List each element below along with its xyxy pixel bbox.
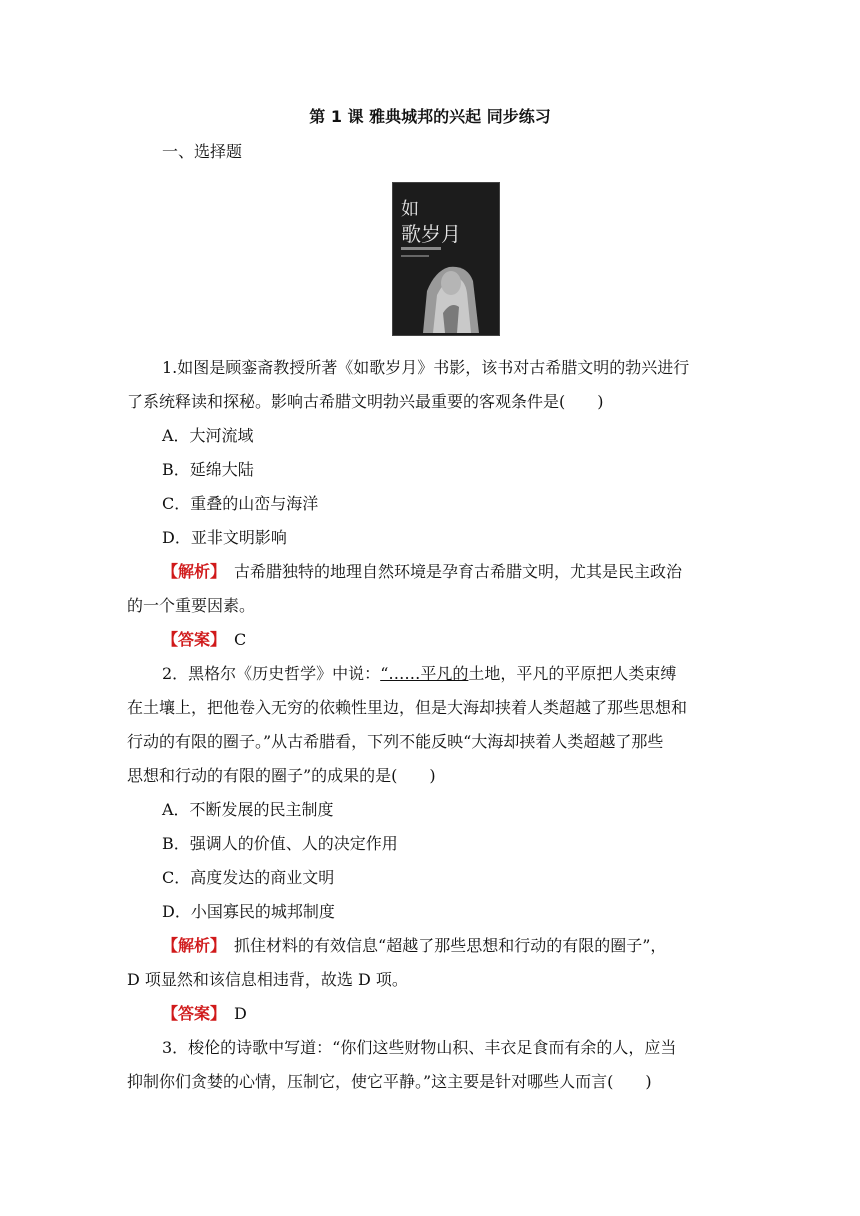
q2-stem-line3: 行动的有限的圈子。”从古希腊看，下列不能反映“大海却挟着人类超越了那些 (127, 732, 664, 751)
q2-stem-line1-pre: 2．黑格尔《历史哲学》中说： (162, 664, 381, 683)
q2-stem-line1-post: 土地，平凡的平原把人类束缚 (468, 664, 677, 683)
q1-answer-value: C (218, 630, 247, 649)
q2-answer-value: D (218, 1004, 247, 1023)
q2-answer (162, 1003, 247, 1025)
q1-answer (162, 629, 246, 651)
page-title: 第 1 课 雅典城邦的兴起 同步练习 (309, 107, 551, 126)
q3-stem-line1: 3．梭伦的诗歌中写道：“你们这些财物山积、丰衣足食而有余的人，应当 (162, 1038, 677, 1057)
q2-option-b: B．强调人的价值、人的决定作用 (162, 834, 398, 853)
q2-analysis-text: 抓住材料的有效信息“超越了那些思想和行动的有限的圈子”， (218, 936, 667, 955)
q1-analysis-text: 古希腊独特的地理自然环境是孕育古希腊文明，尤其是民主政治 (218, 562, 683, 581)
q2-stem-line1 (162, 663, 676, 685)
q2-stem-underlined: “……平凡的 (380, 664, 469, 683)
q1-option-b: B．延绵大陆 (162, 460, 254, 479)
q1-stem-line2: 了系统释读和探秘。影响古希腊文明勃兴最重要的客观条件是( ) (127, 392, 604, 411)
book-title-line1: 如 (401, 199, 419, 220)
q2-stem-line2: 在土壤上，把他卷入无穷的依赖性里边，但是大海却挟着人类超越了那些思想和 (127, 698, 688, 717)
q1-stem-line1: 1.如图是顾銮斋教授所著《如歌岁月》书影，该书对古希腊文明的勃兴进行 (162, 358, 690, 377)
q2-analysis-line2: D 项显然和该信息相违背，故选 D 项。 (127, 970, 408, 989)
q2-option-d: D．小国寡民的城邦制度 (162, 902, 335, 921)
q1-analysis (162, 561, 682, 583)
section-heading: 一、选择题 (162, 142, 243, 161)
q1-option-c: C．重叠的山峦与海洋 (162, 494, 319, 513)
q2-analysis (162, 935, 666, 957)
q2-option-a: A．不断发展的民主制度 (162, 800, 334, 819)
q1-option-d: D．亚非文明影响 (162, 528, 287, 547)
q1-option-a: A．大河流域 (162, 426, 254, 445)
answer-label: 【答案】 (162, 1004, 219, 1023)
q2-option-c: C．高度发达的商业文明 (162, 868, 335, 887)
q3-stem-line2: 抑制你们贪婪的心情，压制它，使它平静。”这主要是针对哪些人而言( ) (127, 1072, 652, 1091)
book-cover-art (393, 183, 499, 335)
answer-label: 【答案】 (162, 630, 219, 649)
q1-analysis-line2: 的一个重要因素。 (127, 596, 256, 615)
analysis-label: 【解析】 (162, 936, 219, 955)
book-cover-image (392, 182, 500, 336)
q2-stem-line4: 思想和行动的有限的圈子”的成果的是( ) (127, 766, 436, 785)
book-title-line2: 歌岁月 (401, 222, 461, 246)
analysis-label: 【解析】 (162, 562, 219, 581)
